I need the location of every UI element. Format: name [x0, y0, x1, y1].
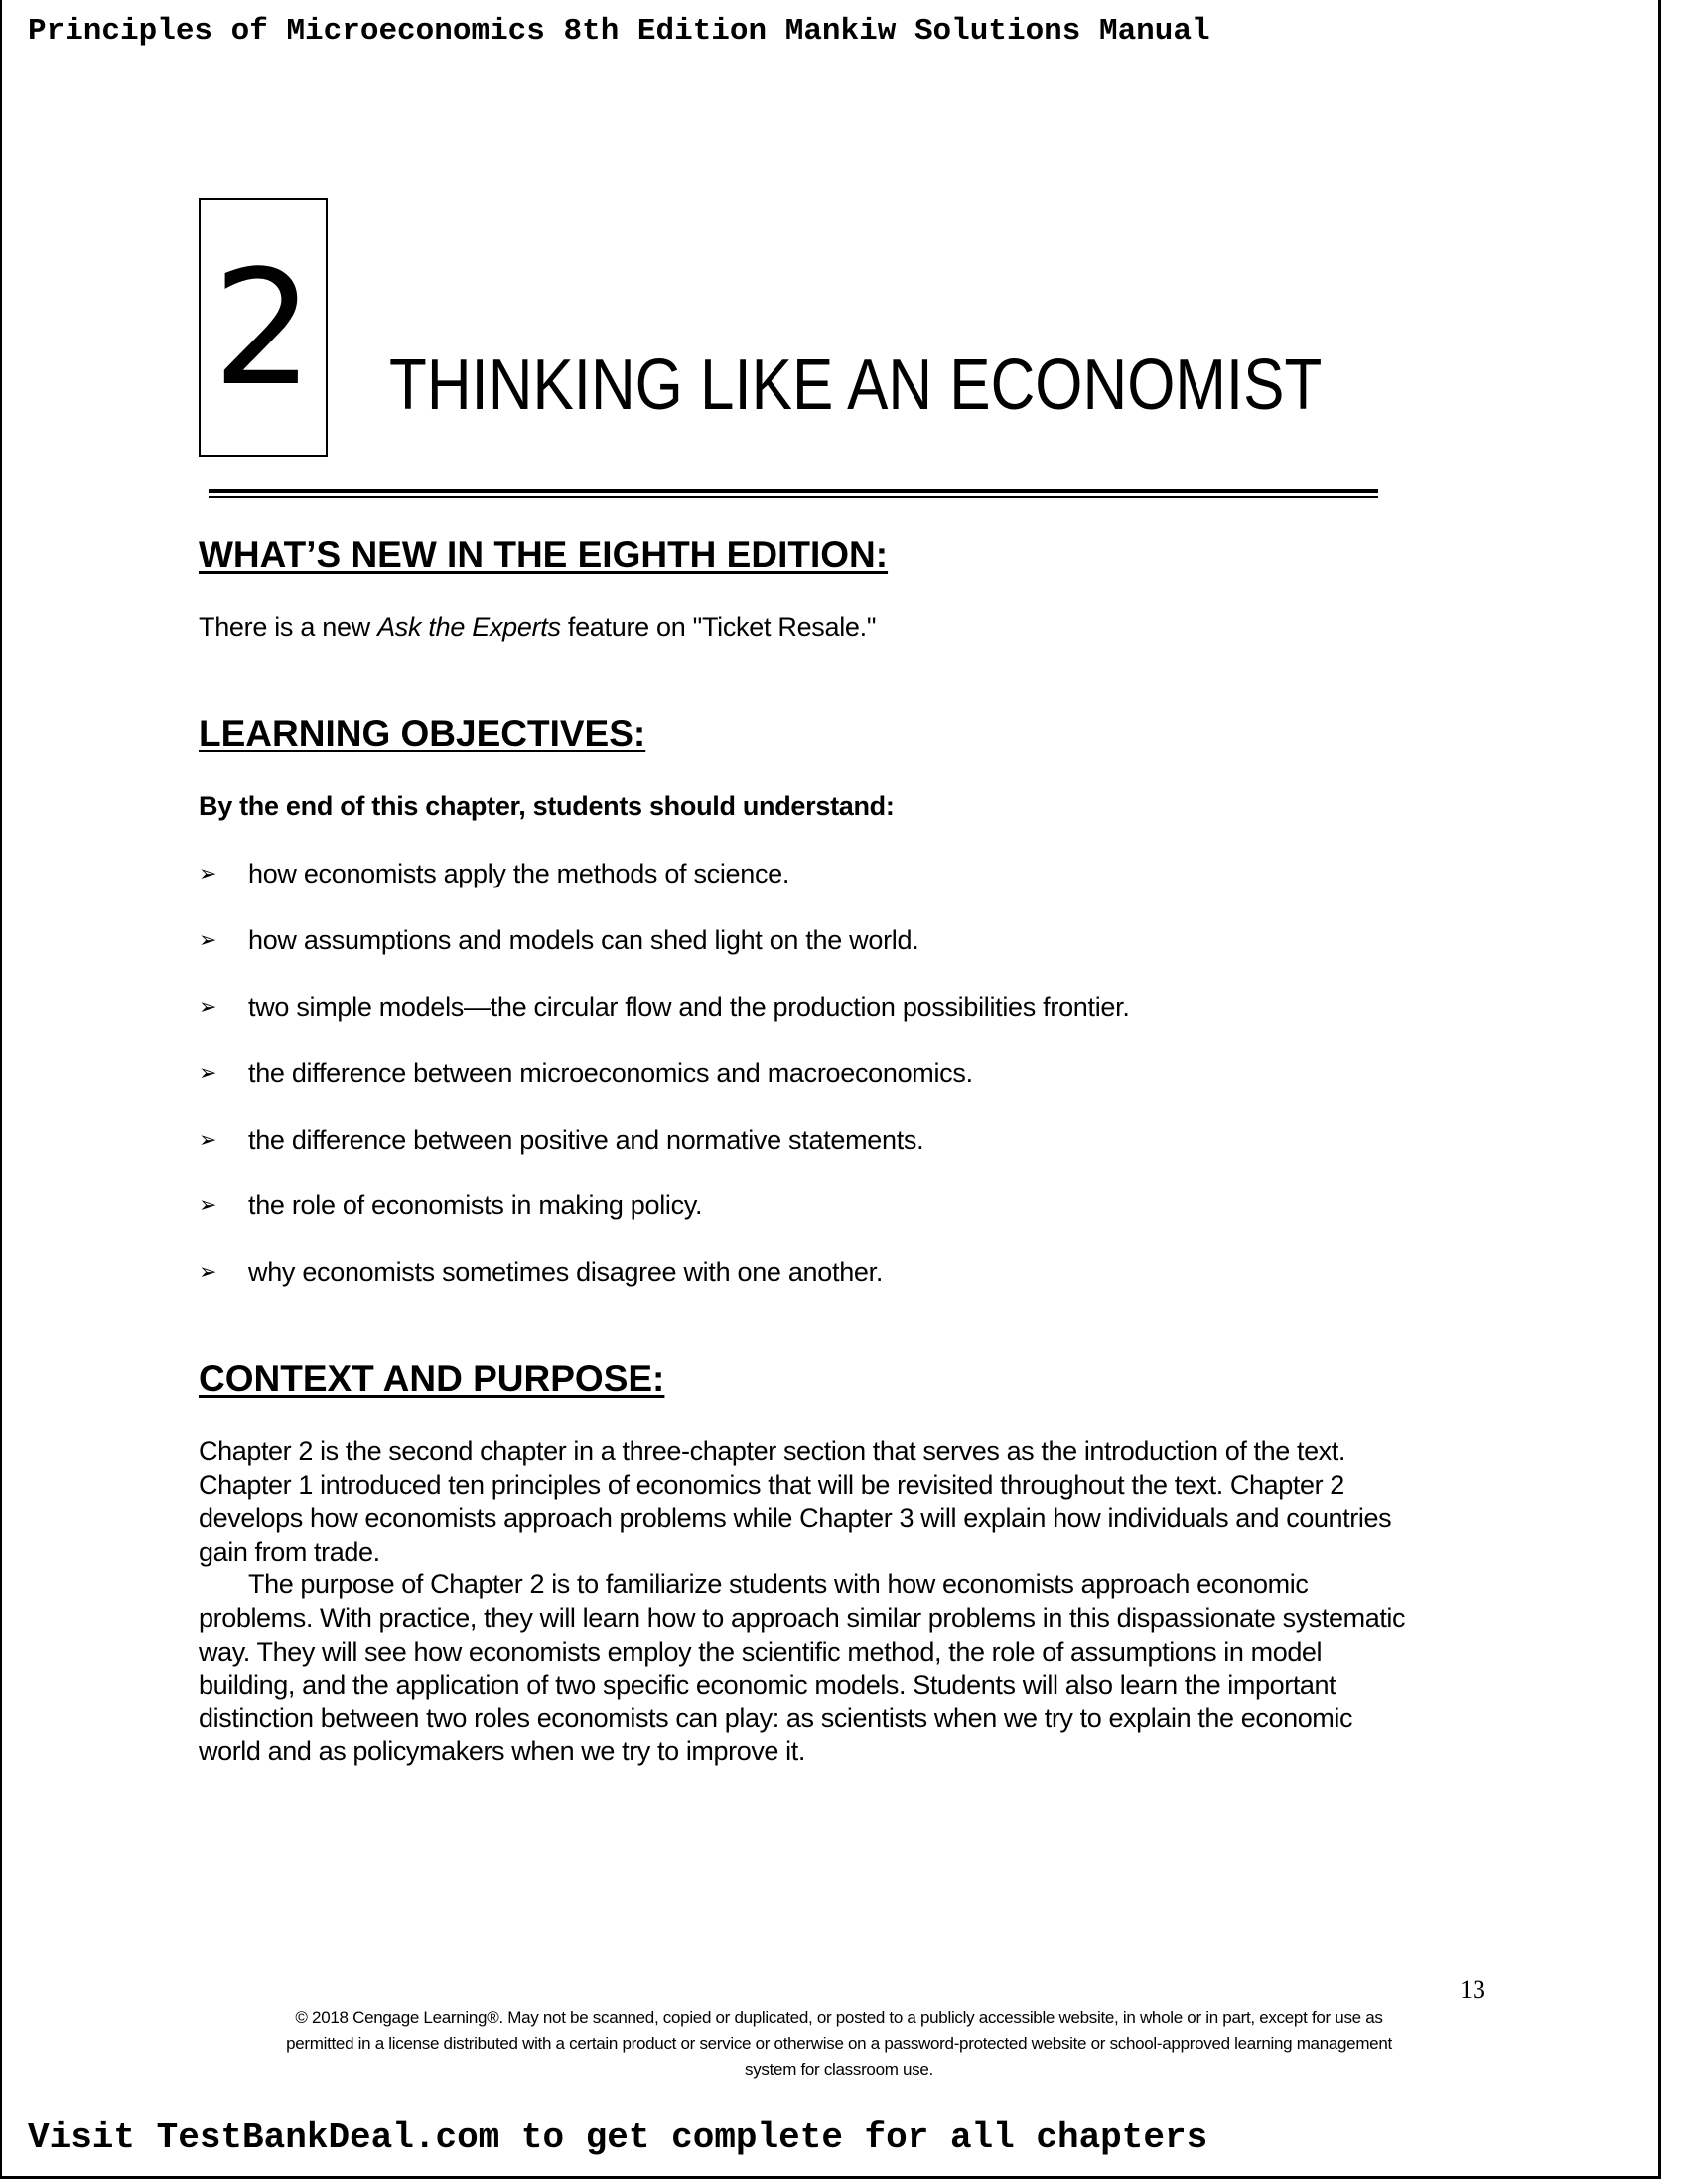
objective-text: the difference between microeconomics and macroeconomics.	[248, 1058, 973, 1088]
copyright-notice	[199, 2005, 1479, 2083]
copyright-line: permitted in a license distributed with a certain product or service or otherwise on a password-protected website or school-approved learning management	[286, 2034, 1392, 2053]
paragraph-line: building, and the application of two specific economic models. Students will also learn the important	[199, 1670, 1336, 1701]
arrowhead-bullet-icon: ➢	[199, 1060, 217, 1085]
text: feature on "Ticket Resale."	[560, 613, 877, 642]
feature-name: Ask the Experts	[377, 613, 561, 642]
paragraph-line: world and as policymakers when we try to improve it.	[199, 1736, 805, 1767]
text: There is a new	[199, 613, 378, 642]
page-number: 13	[1460, 1976, 1485, 2004]
objective-text: why economists sometimes disagree with one another.	[248, 1257, 884, 1287]
footer-promo: Visit TestBankDeal.com to get complete for all chapters	[28, 2117, 1208, 2158]
objectives-intro: By the end of this chapter, students should understand:	[199, 791, 895, 821]
paragraph-line: develops how economists approach problems while Chapter 3 will explain how individuals and countries	[199, 1503, 1392, 1534]
arrowhead-bullet-icon: ➢	[199, 927, 217, 952]
title-rule-bottom	[209, 496, 1378, 498]
arrowhead-bullet-icon: ➢	[199, 1259, 217, 1284]
paragraph-line: way. They will see how economists employ the scientific method, the role of assumptions in model	[199, 1636, 1323, 1667]
title-rule-top	[209, 489, 1378, 493]
arrowhead-bullet-icon: ➢	[199, 1192, 217, 1217]
context-paragraph	[199, 1435, 1405, 1769]
chapter-number: 2	[212, 235, 314, 421]
arrowhead-bullet-icon: ➢	[199, 1127, 217, 1152]
paragraph-line: The purpose of Chapter 2 is to familiarize students with how economists approach economic	[248, 1570, 1309, 1600]
chapter-title: THINKING LIKE AN ECONOMIST	[389, 345, 1323, 425]
arrowhead-bullet-icon: ➢	[199, 994, 217, 1019]
copyright-line: © 2018 Cengage Learning®. May not be scanned, copied or duplicated, or posted to a publicly accessible website, in whole or in part, except for use as	[295, 2008, 1383, 2027]
objective-text: two simple models—the circular flow and the production possibilities frontier.	[248, 992, 1130, 1022]
objective-text: how assumptions and models can shed light on the world.	[248, 925, 919, 955]
paragraph-line: Chapter 1 introduced ten principles of economics that will be revisited throughout the text. Chapter 2	[199, 1469, 1344, 1500]
whats-new-text	[199, 613, 876, 643]
learning-objectives-heading: LEARNING OBJECTIVES:	[199, 713, 646, 753]
copyright-line: system for classroom use.	[745, 2060, 933, 2079]
objective-text: the role of economists in making policy.	[248, 1190, 703, 1220]
objective-text: how economists apply the methods of science.	[248, 859, 790, 888]
paragraph-line: distinction between two roles economists can play: as scientists when we try to explain the economic	[199, 1703, 1353, 1733]
paragraph-line: Chapter 2 is the second chapter in a three-chapter section that serves as the introduction of the text.	[199, 1436, 1345, 1466]
whats-new-heading: WHAT’S NEW IN THE EIGHTH EDITION:	[199, 534, 889, 575]
paragraph-line: problems. With practice, they will learn how to approach similar problems in this dispassionate systematic	[199, 1602, 1406, 1633]
arrowhead-bullet-icon: ➢	[199, 861, 217, 886]
chapter-number-box	[199, 198, 328, 457]
objective-text: the difference between positive and normative statements.	[248, 1125, 924, 1155]
paragraph-line: gain from trade.	[199, 1536, 380, 1567]
context-heading: CONTEXT AND PURPOSE:	[199, 1358, 665, 1399]
running-header: Principles of Microeconomics 8th Edition Mankiw Solutions Manual	[28, 14, 1210, 49]
